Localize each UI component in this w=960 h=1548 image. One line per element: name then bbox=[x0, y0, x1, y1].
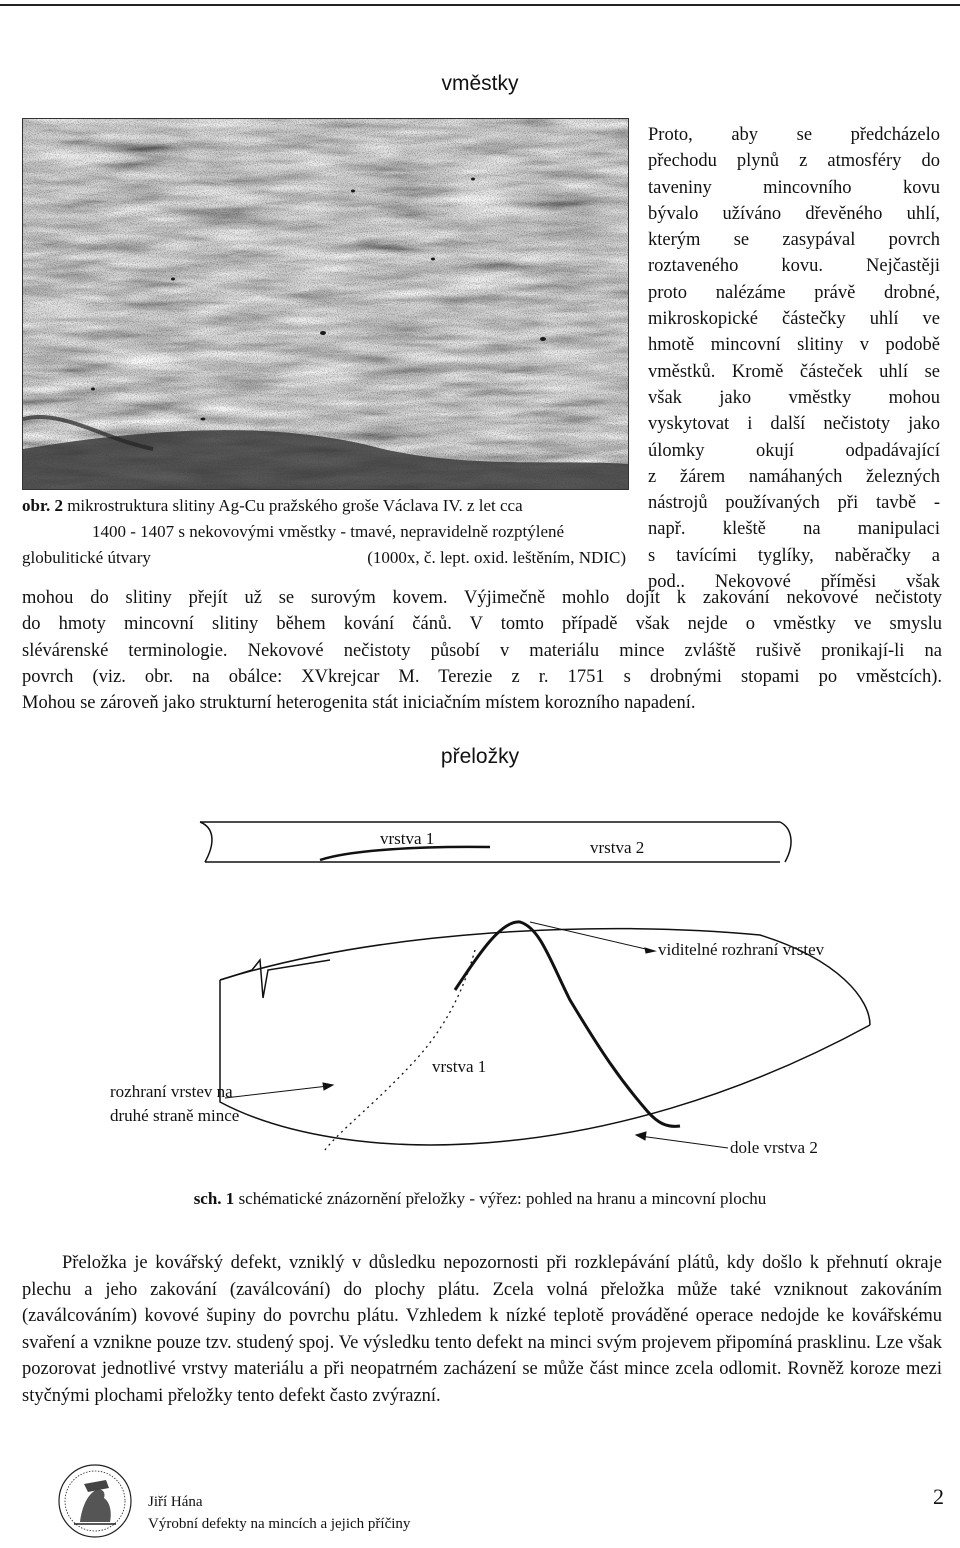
text-line: mohou do slitiny přejít už se surovým kovem. Výjimečně mohlo dojít k zakování nekovové nečistoty bbox=[22, 588, 942, 608]
text-line: s tavícími tyglíky, naběračky a bbox=[648, 545, 940, 566]
footer-author: Jiří Hána bbox=[148, 1494, 203, 1510]
label-visible-interface: viditelné rozhraní vrstev bbox=[658, 940, 825, 959]
lap-scheme-diagram bbox=[80, 810, 900, 1190]
text-line: z žárem namáhaných železných bbox=[648, 466, 940, 487]
label-top-layer-1: vrstva 1 bbox=[380, 829, 435, 848]
top-rule bbox=[0, 4, 960, 6]
page-number: 2 bbox=[933, 1484, 944, 1509]
text-line: pod.. Nekovové příměsi však bbox=[648, 572, 940, 593]
text-line: však jako vměstky mohou bbox=[648, 387, 940, 408]
caption-line-3a: globulitické útvary bbox=[22, 548, 151, 567]
caption-line-3b: (1000x, č. lept. oxid. leštěním, NDIC) bbox=[367, 548, 626, 567]
figure-caption bbox=[22, 493, 634, 571]
figure-label: obr. 2 bbox=[22, 496, 63, 515]
label-top-layer-2: vrstva 2 bbox=[590, 838, 645, 857]
caption-line-1: mikrostruktura slitiny Ag-Cu pražského groše Václava IV. z let cca bbox=[67, 496, 523, 515]
label-layer-1: vrstva 1 bbox=[432, 1057, 487, 1076]
text-line: proto nalézáme právě drobné, bbox=[648, 282, 940, 303]
text-line: hmotě mincovní slitiny v podobě bbox=[648, 335, 940, 356]
text-line: slévárenské terminologie. Nekovové nečistoty působí v materiálu mince zvláště rušivě pronikají-li na bbox=[22, 640, 942, 661]
text-line: vměstků. Kromě částeček uhlí se bbox=[648, 361, 940, 382]
caption-line-2: 1400 - 1407 s nekovovými vměstky - tmavé, nepravidelně rozptýlené bbox=[91, 522, 565, 541]
text-line: povrch (viz. obr. na obálce: XVkrejcar M. Terezie z r. 1751 s drobnými stopami po vměstcích). bbox=[22, 666, 942, 687]
text-line: Proto, aby se předcházelo bbox=[648, 125, 940, 145]
lap-description-paragraph: Přeložka je kovářský defekt, vzniklý v důsledku nepozornosti při rozklepávání plátů, kdy došlo k přehnutí okraje plechu a jeho zakování (zaválcování) do plochy plátu. Zcela volná přeložka může také vzniknout zakováním (zaválcováním) kovové šupiny do povrchu plátu. Vzhledem k nízké teplotě prováděné operace nedojde ke kovářskému svaření a vznikne pouze tzv. studený spoj. Ve výsledku tento defekt na minci svým projevem připomíná prasklinu. Lze však pozorovat jednotlivé vrstvy materiálu a při neopatrném zacházení se může část mince zcela odlomit. Rovněž koroze mezi styčnými plochami přeložky tento defekt často zvýrazní. bbox=[22, 1253, 942, 1406]
right-column-text bbox=[648, 122, 940, 595]
footer-title: Výrobní defekty na mincích a jejich příčiny bbox=[148, 1516, 411, 1532]
text-line: Mohou se zároveň jako strukturní heterogenita stát iniciačním místem korozního napadení. bbox=[22, 693, 696, 714]
section-title-inclusions: vměstky bbox=[441, 72, 519, 95]
text-line: do hmoty mincovní slitiny během kování čánů. V tomto případě však nejde o vměstky ve smyslu bbox=[22, 614, 942, 635]
text-line: bývalo užíváno dřevěného uhlí, bbox=[648, 203, 940, 224]
text-line: vyskytovat i další nečistoty jako bbox=[648, 414, 940, 435]
full-width-text bbox=[22, 585, 942, 716]
label-interface-other-side-1: rozhraní vrstev na bbox=[110, 1082, 233, 1101]
text-line: kterým se zasypával povrch bbox=[648, 230, 940, 251]
label-bottom-layer-2: dole vrstva 2 bbox=[730, 1138, 818, 1157]
scheme-caption bbox=[0, 1189, 960, 1209]
text-line: přechodu plynů z atmosféry do bbox=[648, 151, 940, 172]
text-line: nástrojů používaných při tavbě - bbox=[648, 493, 940, 514]
text-line: roztaveného kovu. Nejčastěji bbox=[648, 256, 940, 277]
micrograph-photo bbox=[22, 118, 629, 490]
text-line: např. kleště na manipulaci bbox=[648, 519, 940, 540]
scheme-label: sch. 1 bbox=[193, 1189, 235, 1208]
scheme-caption-text: schématické znázornění přeložky - výřez: pohled na hranu a mincovní plochu bbox=[238, 1189, 767, 1208]
text-line: úlomky okují odpadávající bbox=[648, 440, 940, 461]
page-footer bbox=[54, 1462, 944, 1542]
text-line: mikroskopické částečky uhlí ve bbox=[648, 309, 940, 330]
section-title-laps: přeložky bbox=[440, 745, 520, 768]
text-line: taveniny mincovního kovu bbox=[648, 177, 940, 198]
seal-logo bbox=[54, 1462, 136, 1540]
label-interface-other-side-2: druhé straně mince bbox=[110, 1106, 240, 1125]
